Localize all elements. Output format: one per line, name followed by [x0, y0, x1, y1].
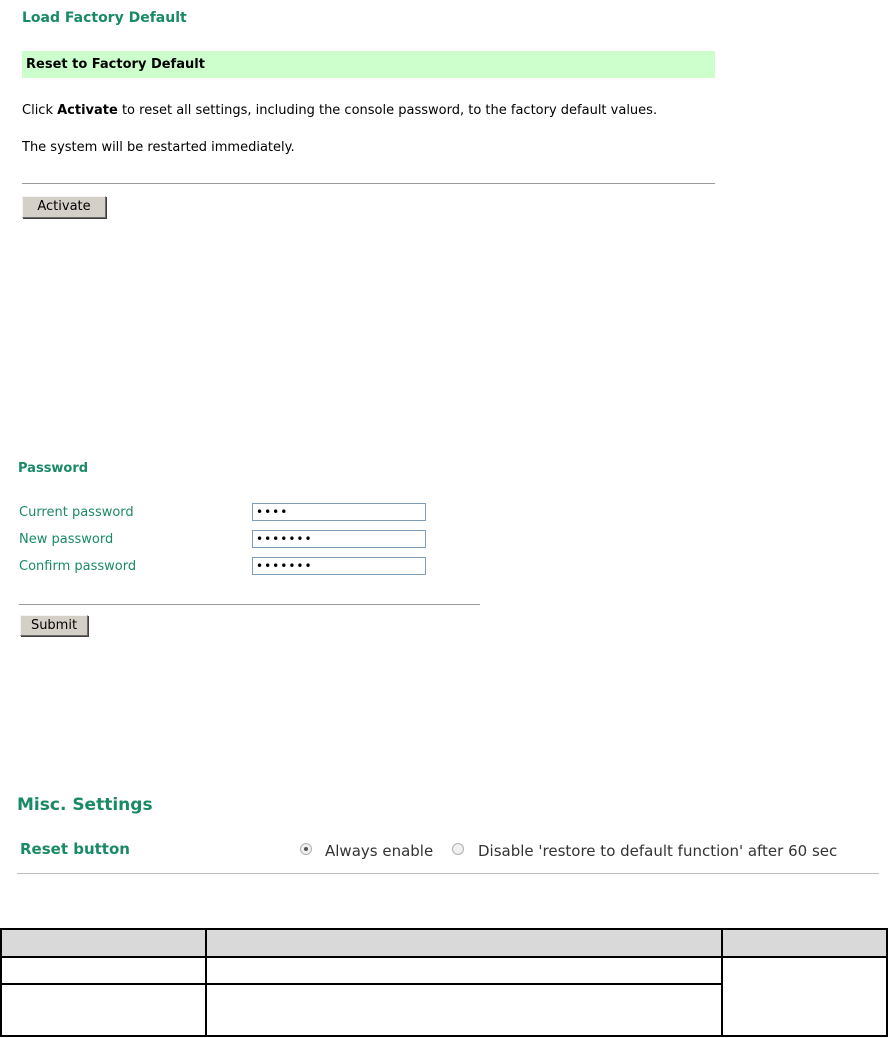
table-header-cell — [206, 929, 722, 957]
table-header-cell — [722, 929, 887, 957]
table-cell — [722, 957, 887, 1036]
new-password-label: New password — [19, 532, 114, 547]
disable-restore-label: Disable 'restore to default function' after 60 sec — [478, 842, 838, 860]
instruction-bold: Activate — [57, 103, 118, 118]
table-header-cell — [1, 929, 206, 957]
disable-restore-radio[interactable] — [452, 843, 464, 855]
new-password-field[interactable]: ••••••• — [252, 530, 426, 548]
table-row — [1, 957, 887, 984]
current-password-field[interactable]: •••• — [252, 503, 426, 521]
parameter-table — [0, 928, 888, 1037]
activate-button[interactable]: Activate — [22, 196, 106, 218]
submit-button[interactable]: Submit — [20, 615, 88, 636]
factory-divider — [22, 183, 715, 184]
misc-divider — [17, 873, 879, 874]
table-header-row — [1, 929, 887, 957]
password-title: Password — [18, 461, 89, 476]
password-divider — [19, 604, 480, 605]
reset-button-label: Reset button — [20, 840, 130, 858]
always-enable-label: Always enable — [325, 842, 434, 860]
always-enable-radio[interactable] — [300, 843, 312, 855]
restart-note: The system will be restarted immediately. — [22, 140, 295, 155]
instruction-suffix: to reset all settings, including the console password, to the factory default values. — [117, 103, 658, 118]
misc-settings-title: Misc. Settings — [17, 795, 153, 815]
factory-default-title: Load Factory Default — [22, 10, 187, 26]
reset-section-header-label: Reset to Factory Default — [26, 57, 205, 72]
confirm-password-label: Confirm password — [19, 559, 137, 574]
reset-instruction — [22, 103, 657, 118]
current-password-label: Current password — [19, 505, 134, 520]
table-cell — [1, 984, 206, 1036]
confirm-password-field[interactable]: ••••••• — [252, 557, 426, 575]
reset-section-header — [22, 51, 715, 78]
table-cell — [206, 957, 722, 984]
instruction-prefix: Click — [22, 103, 58, 118]
table-cell — [1, 957, 206, 984]
table-cell — [206, 984, 722, 1036]
